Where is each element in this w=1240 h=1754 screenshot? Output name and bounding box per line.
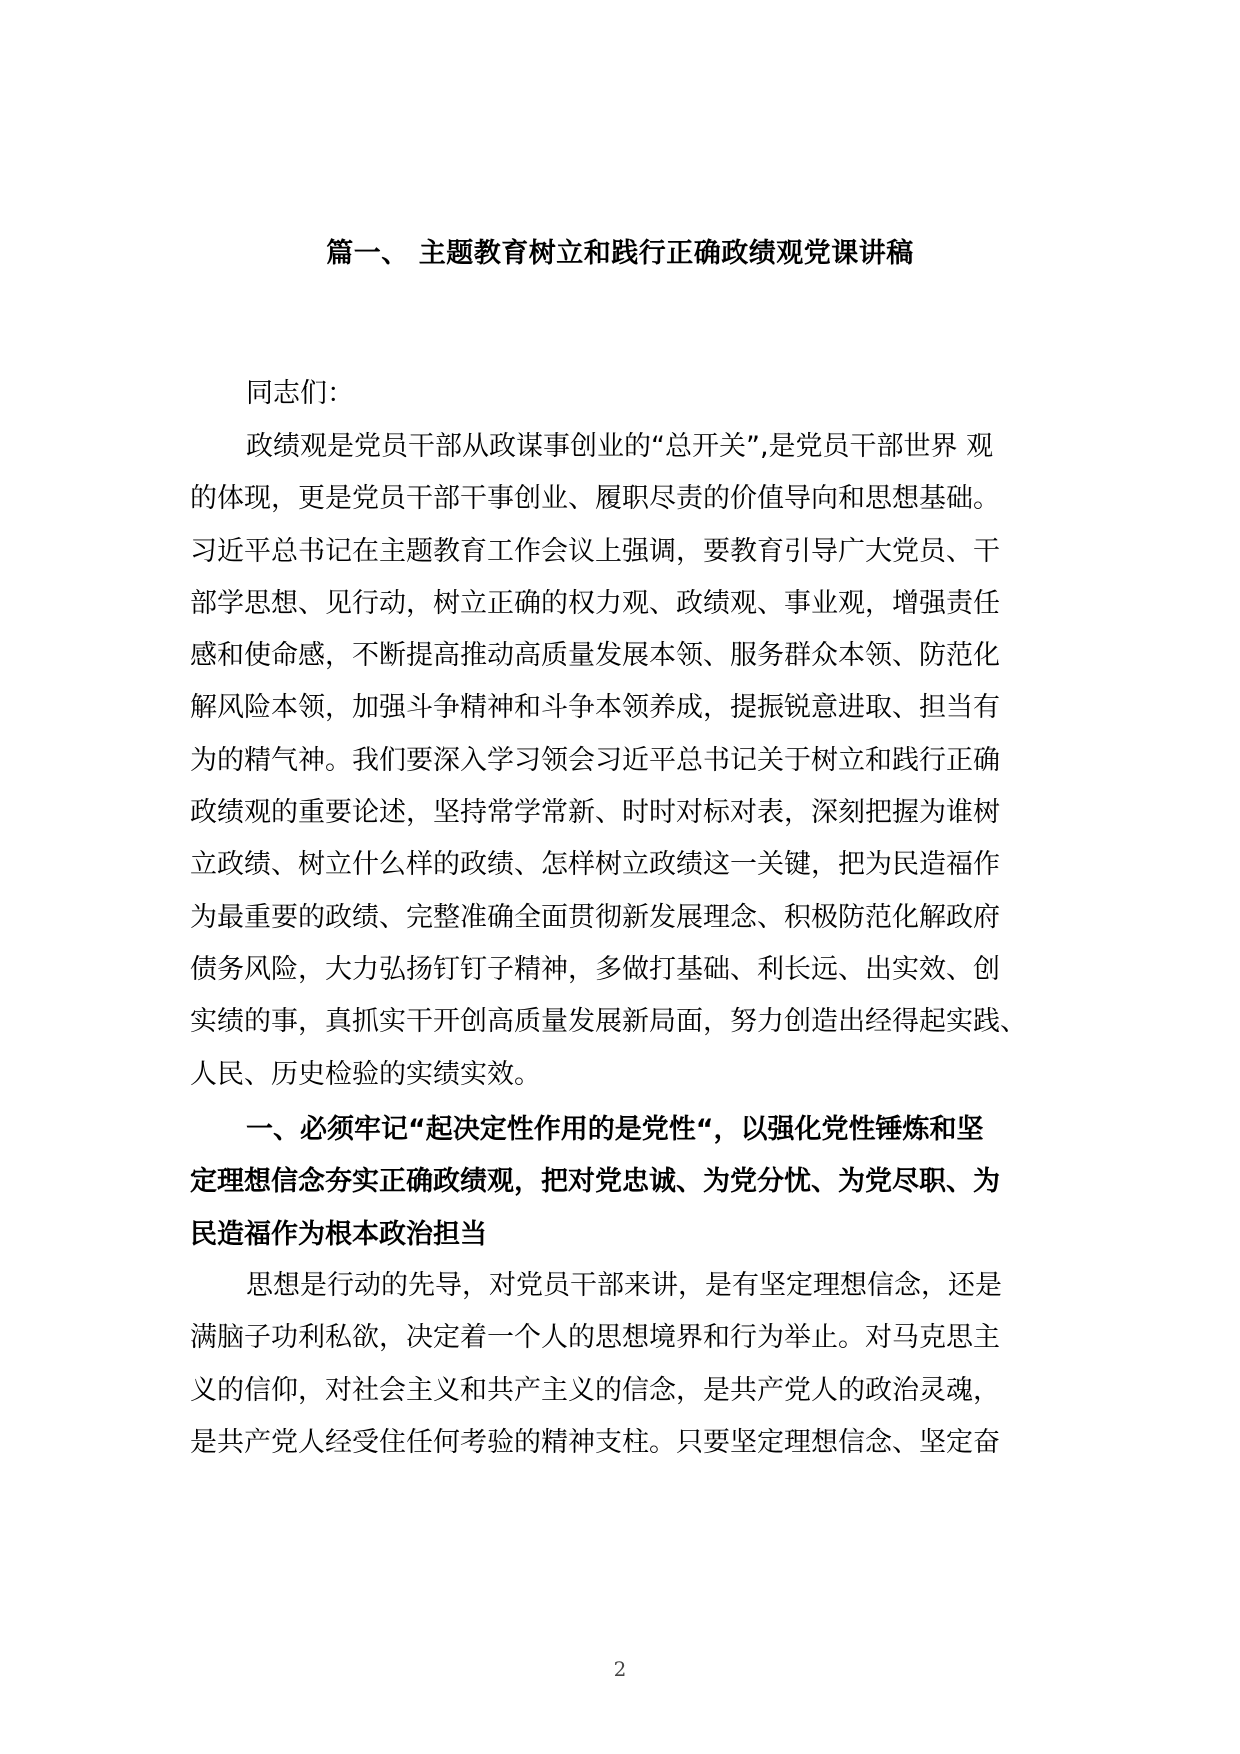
paragraph-line: 政绩观的重要论述，坚持常学常新、时时对标对表，深刻把握为谁树 <box>190 797 1000 829</box>
paragraph-line: 为的精气神。我们要深入学习领会习近平总书记关于树立和践行正确 <box>190 744 1000 776</box>
heading-line: 一、必须牢记“起决定性作用的是党性“，以强化党性锤炼和坚 <box>246 1114 984 1145</box>
paragraph-line: 解风险本领，加强斗争精神和斗争本领养成，提振锐意进取、担当有 <box>190 692 1000 724</box>
paragraph-line: 义的信仰，对社会主义和共产主义的信念，是共产党人的政治灵魂， <box>190 1374 1000 1406</box>
heading-line: 定理想信念夯实正确政绩观，把对党忠诚、为党分忧、为党尽职、为 <box>190 1166 1000 1198</box>
paragraph-line: 满脑子功利私欲，决定着一个人的思想境界和行为举止。对马克思主 <box>190 1322 1000 1354</box>
heading-line: 民造福作为根本政治担当 <box>190 1218 487 1250</box>
paragraph-section-1 <box>190 1260 1056 1469</box>
paragraph-line: 习近平总书记在主题教育工作会议上强调，要教育引导广大党员、干 <box>190 535 1000 567</box>
paragraph-line: 部学思想、见行动，树立正确的权力观、政绩观、事业观，增强责任 <box>190 587 1000 619</box>
paragraph-line: 的体现，更是党员干部干事创业、履职尽责的价值导向和思想基础。 <box>190 483 1000 515</box>
paragraph-line: 立政绩、树立什么样的政绩、怎样树立政绩这一关键，把为民造福作 <box>190 849 1000 881</box>
paragraph-line: 思想是行动的先导，对党员干部来讲，是有坚定理想信念，还是 <box>246 1270 1002 1301</box>
paragraph-line: 为最重要的政绩、完整准确全面贯彻新发展理念、积极防范化解政府 <box>190 901 1000 933</box>
paragraph-line: 感和使命感，不断提高推动高质量发展本领、服务群众本领、防范化 <box>190 640 1000 672</box>
paragraph-intro <box>190 421 1056 1101</box>
document-title: 篇一、 主题教育树立和践行正确政绩观党课讲稿 <box>326 238 914 269</box>
paragraph-line: 政绩观是党员干部从政谋事创业的“总开关”,是党员干部世界 观 <box>246 431 994 462</box>
page-number: 2 <box>613 1657 627 1681</box>
paragraph-line: 实绩的事，真抓实干开创高质量发展新局面，努力创造出经得起实践、 <box>190 1006 1027 1038</box>
greeting: 同志们： <box>246 378 354 409</box>
paragraph-line: 债务风险，大力弘扬钉钉子精神，多做打基础、利长远、出实效、创 <box>190 953 1000 985</box>
section-heading-1 <box>190 1104 1056 1261</box>
paragraph-line: 人民、历史检验的实绩实效。 <box>190 1058 541 1090</box>
paragraph-line: 是共产党人经受住任何考验的精神支柱。只要坚定理想信念、坚定奋 <box>190 1426 1000 1458</box>
